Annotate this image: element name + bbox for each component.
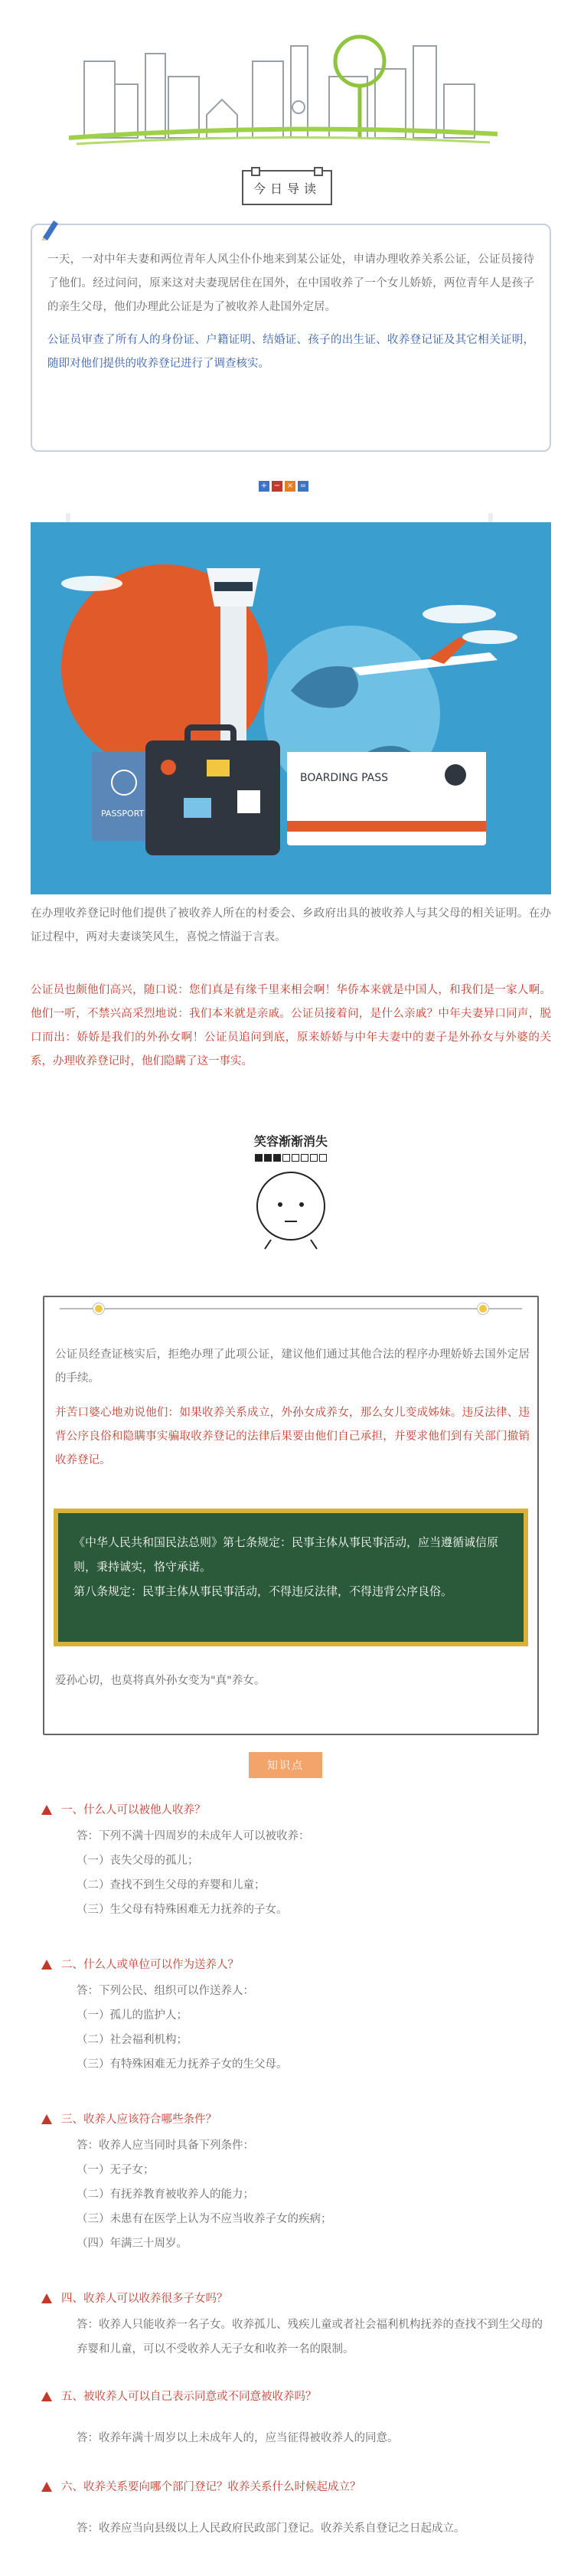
question: 三、收养人应该符合哪些条件？ [35, 2110, 548, 2129]
verification-body [55, 1343, 530, 1473]
answer-line: 答：收养应当向县级以上人民政府民政部门登记。收养关系自登记之日起成立。 [77, 2522, 465, 2535]
answer-line: （二）社会福利机构； [77, 2034, 188, 2046]
qa-section-1 [35, 1801, 548, 1922]
verification-box [43, 1296, 539, 1735]
progress-boxes [248, 1154, 334, 1162]
law-article-7: 《中华人民共和国民法总则》第七条规定：民事主体从事民事活动，应当遵循诚信原则，秉持诚实，恪守承诺。 [73, 1535, 499, 1574]
verification-paragraph-1: 公证员经查证核实后，拒绝办理了此项公证，建议他们通过其他合法的程序办理娇娇去国外定居的手续。 [55, 1348, 530, 1384]
law-chalkboard [54, 1509, 528, 1646]
answer-line: （一）无子女； [77, 2164, 155, 2176]
answer-line: （二）查找不到生父母的弃婴和儿童； [77, 1879, 266, 1891]
answer-line: （三）有特殊困难无力抚养子女的生父母。 [77, 2058, 288, 2071]
question: 六、收养关系要向哪个部门登记？收养关系什么时候起成立？ [35, 2478, 548, 2496]
answer-line: （二）有抚养教育被收养人的能力； [77, 2189, 254, 2201]
story-paragraph-1: 在办理收养登记时他们提供了被收养人所在的村委会、乡政府出具的被收养人与其父母的相关证明。在办证过程中，两对夫妻谈笑风生，喜悦之情溢于言表。 [31, 907, 551, 943]
question: 二、什么人或单位可以作为送养人？ [35, 1956, 548, 1974]
fading-smile-meme [248, 1132, 334, 1262]
answer-line: （三）生父母有特殊困难无力抚养的子女。 [77, 1904, 288, 1916]
equals-icon: = [298, 481, 308, 492]
answer-line: （一）孤儿的监护人； [77, 2009, 188, 2022]
blank-face-icon [248, 1162, 334, 1254]
knowledge-label: 知识点 [249, 1752, 322, 1778]
travel-scene [31, 522, 551, 894]
answer-line: 答：下列公民、组织可以作送养人： [77, 1985, 254, 1997]
plus-icon: + [259, 481, 269, 492]
divider [60, 1308, 522, 1309]
minus-icon: − [272, 481, 282, 492]
answer-line: （一）丧失父母的孤儿； [77, 1855, 199, 1867]
story-paragraph-2: 公证员也颇他们高兴，随口说：您们真是有缘千里来相会啊！华侨本来就是中国人，和我们是一家人啊。他们一听，不禁兴高采烈地说：我们本来就是亲戚。公证员接着问，是什么亲戚？中年夫妻异口同声，脱口而出：娇娇是我们的外孙女啊！公证员追问到底，原来娇娇与中年夫妻中的妻子是外孙女与外婆的关系，办理收养登记时，他们隐瞒了这一事实。 [31, 984, 551, 1067]
qa-section-4 [35, 2290, 548, 2362]
section-title: 今日导读 [253, 181, 321, 196]
boarding-pass-label: BOARDING PASS [300, 772, 389, 784]
intro-paragraph-2: 公证员审查了所有人的身份证、户籍证明、结婚证、孩子的出生证、收养登记证及其它相关证明，随即对他们提供的收养登记进行了调查核实。 [47, 334, 534, 370]
story-text-2 [31, 979, 551, 1074]
qa-section-5 [35, 2388, 548, 2450]
intro-box [31, 224, 551, 452]
times-icon: × [285, 481, 295, 492]
intro-paragraph-1: 一天，一对中年夫妻和两位青年人风尘仆仆地来到某公证处，申请办理收养关系公证，公证员接待了他们。经过问问，原来这对夫妻现居住在国外，在中国收养了一个女儿娇娇，两位青年人是孩子的亲生父母，他们办理此公证是为了被收养人赴国外定居。 [47, 253, 534, 313]
dot-icon [478, 1303, 488, 1314]
dot-icon [93, 1303, 104, 1314]
answer-line: （四）年满三十周岁。 [77, 2238, 188, 2250]
pencil-icon [40, 217, 61, 240]
qa-section-2 [35, 1956, 548, 2077]
meme-caption: 笑容渐渐消失 [253, 1134, 328, 1149]
law-article-8: 第八条规定：民事主体从事民事活动，不得违反法律，不得违背公序良俗。 [73, 1584, 453, 1598]
passport-label: PASSPORT [101, 809, 145, 819]
answer-line: 答：收养人应当同时具备下列条件： [77, 2140, 254, 2152]
verification-paragraph-3: 爱孙心切，也莫将真外孙女变为"真"养女。 [55, 1675, 266, 1687]
qa-section-6 [35, 2478, 548, 2541]
travel-illustration [31, 522, 551, 894]
question: 四、收养人可以收养很多子女吗？ [35, 2290, 548, 2308]
story-text-1 [31, 902, 551, 950]
decor-icon-row [259, 481, 308, 492]
section-title-box [242, 170, 332, 205]
verification-paragraph-2: 并苦口婆心地劝说他们：如果收养关系成立，外孙女成养女，那么女儿变成姊妹。违反法律、违背公序良俗和隐瞒事实骗取收养登记的法律后果要由他们自己承担，并要求他们到有关部门撤销收养登记。 [55, 1407, 530, 1466]
question: 五、被收养人可以自己表示同意或不同意被收养吗？ [35, 2388, 548, 2406]
answer-line: 答：收养人只能收养一名子女。收养孤儿、残疾儿童或者社会福利机构抚养的查找不到生父母的弃婴和儿童，可以不受收养人无子女和收养一名的限制。 [77, 2319, 543, 2355]
question: 一、什么人可以被他人收养？ [35, 1801, 548, 1819]
city-sketch-illustration [69, 31, 498, 153]
answer-line: （三）未患有在医学上认为不应当收养子女的疾病； [77, 2213, 332, 2225]
qa-section-3 [35, 2110, 548, 2256]
answer-line: 答：下列不满十四周岁的未成年人可以被收养： [77, 1830, 310, 1842]
answer-line: 答：收养年满十周岁以上未成年人的，应当征得被收养人的同意。 [77, 2432, 399, 2444]
